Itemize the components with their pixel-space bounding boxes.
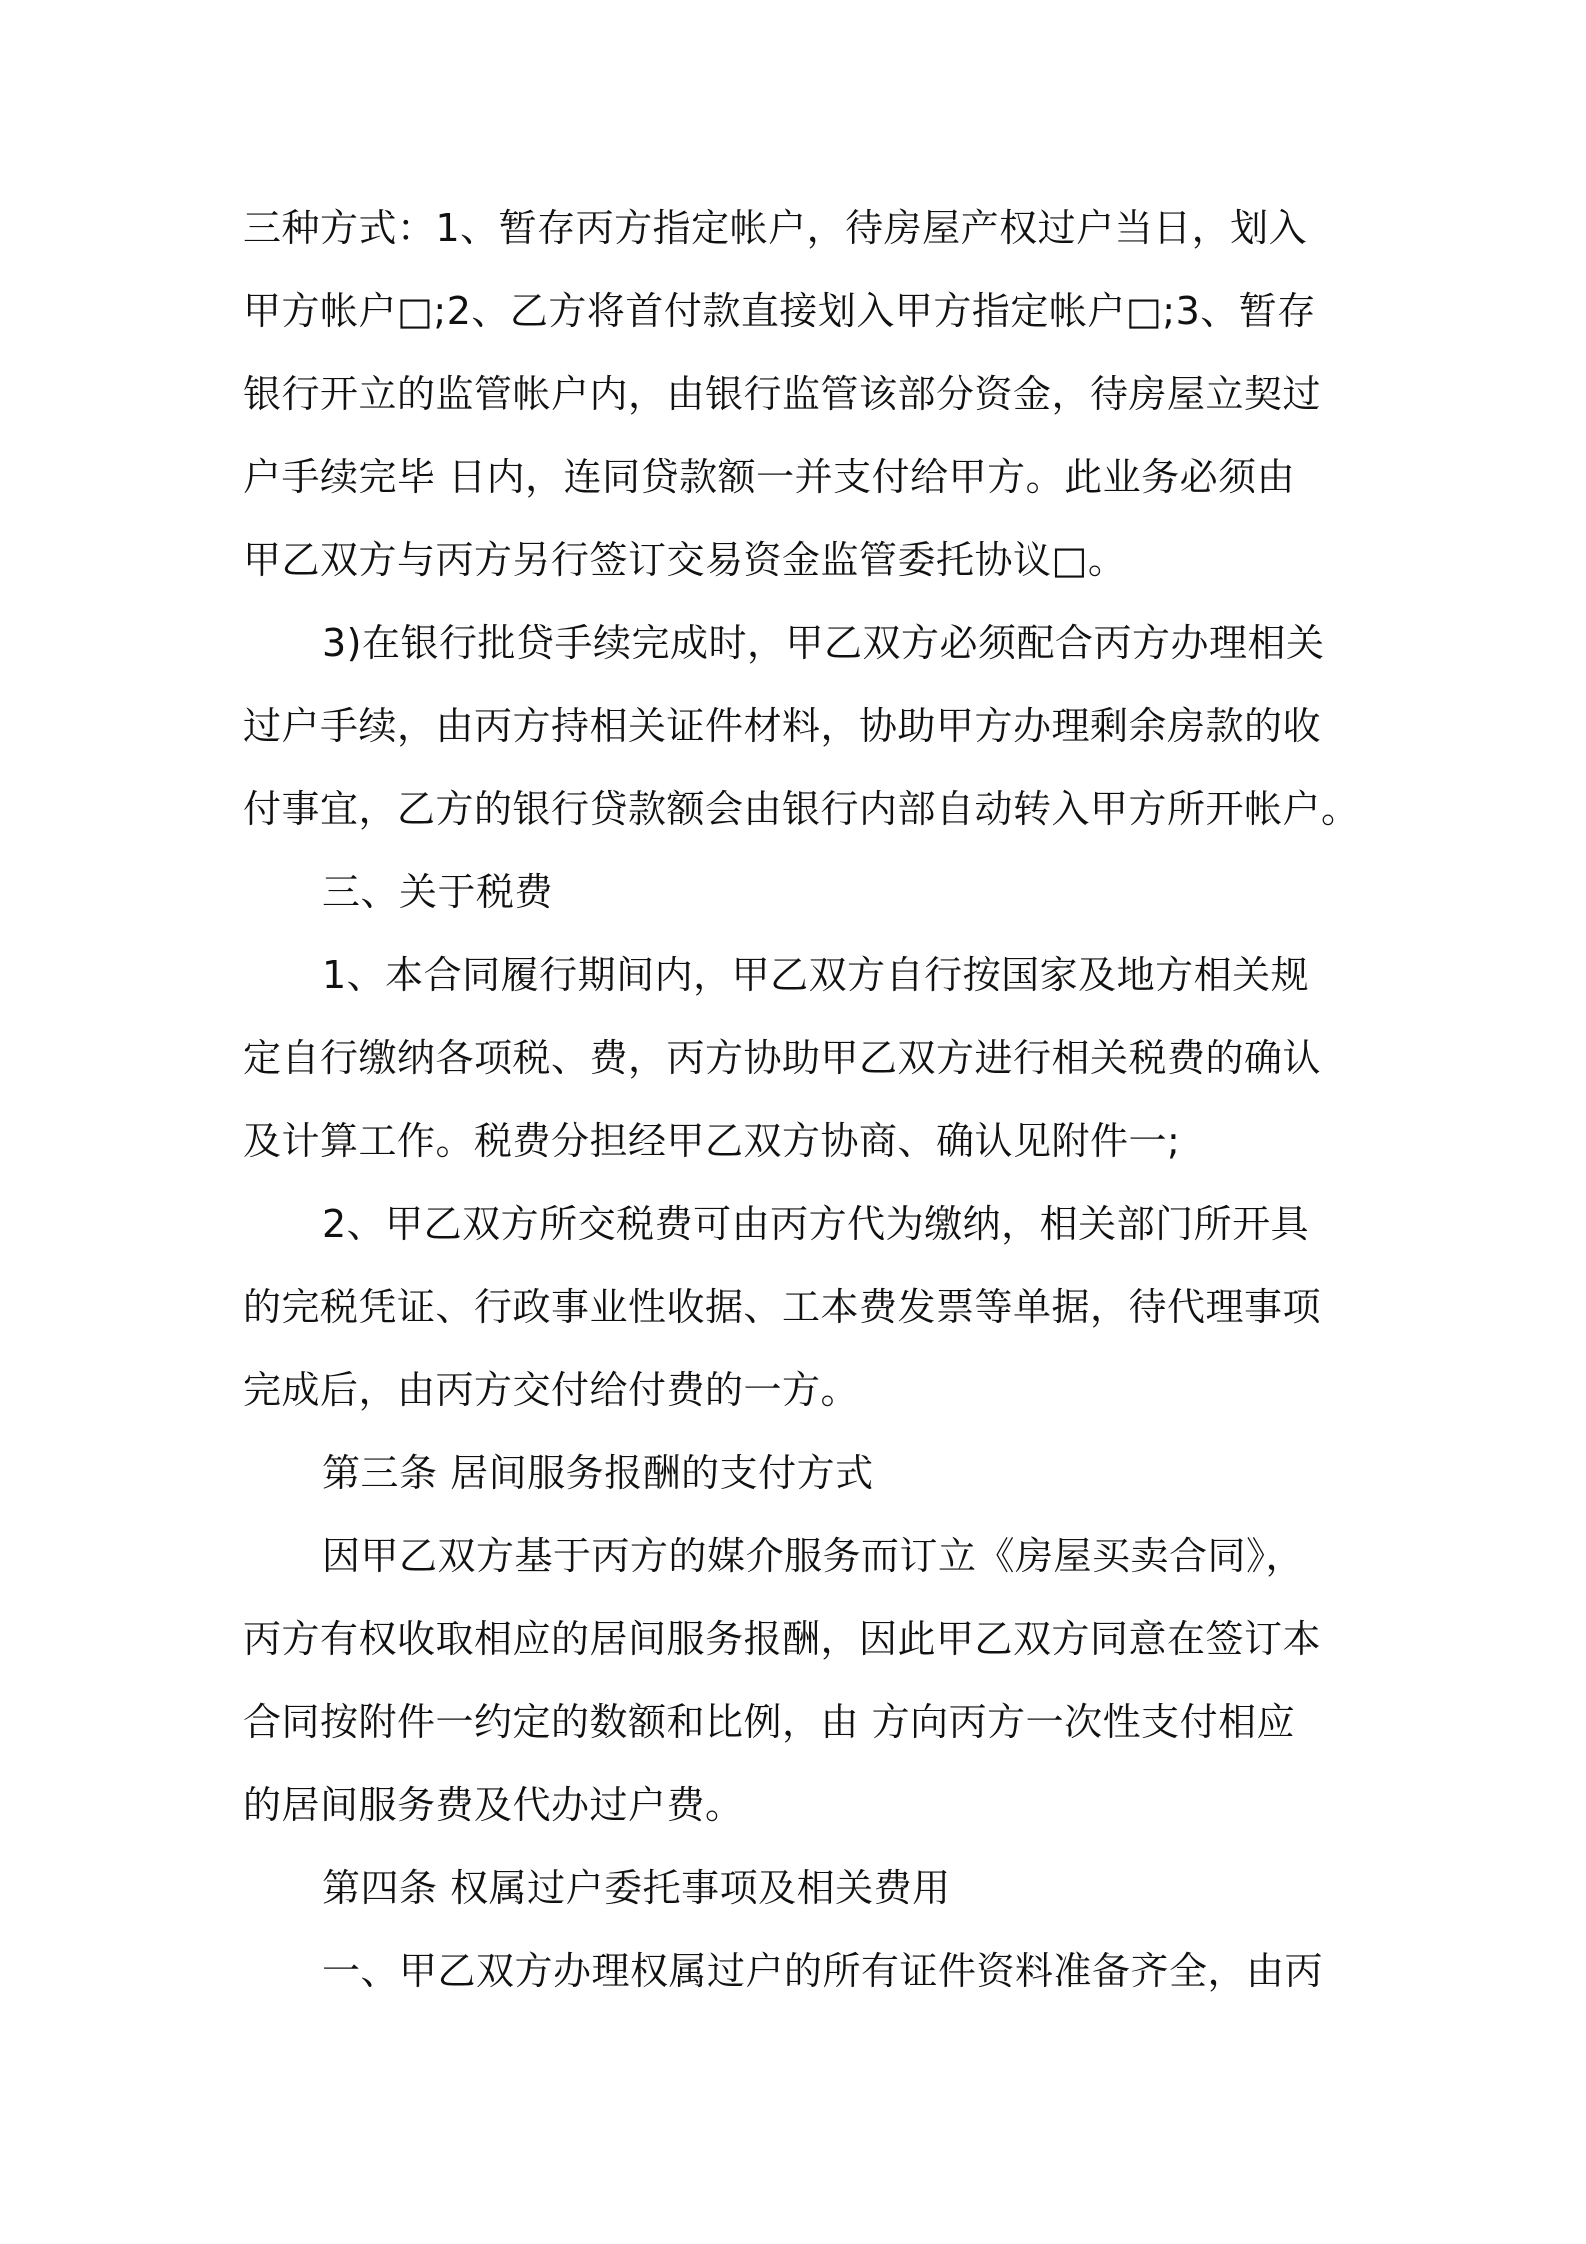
paragraph-line: 银行开立的监管帐户内，由银行监管该部分资金，待房屋立契过	[243, 372, 1322, 416]
paragraph-line: 付事宜，乙方的银行贷款额会由银行内部自动转入甲方所开帐户。	[243, 787, 1360, 831]
paragraph-line: 3)在银行批贷手续完成时，甲乙双方必须配合丙方办理相关	[322, 621, 1325, 665]
paragraph-line: 甲乙双方与丙方另行签订交易资金监管委托协议□。	[243, 538, 1127, 582]
paragraph-line: 定自行缴纳各项税、费，丙方协助甲乙双方进行相关税费的确认	[243, 1036, 1322, 1080]
paragraph-line: 甲方帐户□;2、乙方将首付款直接划入甲方指定帐户□;3、暂存	[243, 289, 1316, 333]
paragraph-line: 三种方式：1、暂存丙方指定帐户，待房屋产权过户当日，划入	[243, 206, 1308, 250]
paragraph-line: 的居间服务费及代办过户费。	[243, 1783, 744, 1827]
paragraph-line: 及计算工作。税费分担经甲乙双方协商、确认见附件一;	[243, 1119, 1181, 1163]
paragraph-line: 一、甲乙双方办理权属过户的所有证件资料准备齐全，由丙	[322, 1949, 1324, 1993]
paragraph-line: 合同按附件一约定的数额和比例，由 方向丙方一次性支付相应	[243, 1700, 1296, 1744]
article-heading: 第三条 居间服务报酬的支付方式	[322, 1451, 874, 1495]
section-heading: 三、关于税费	[322, 870, 554, 914]
paragraph-line: 户手续完毕 日内，连同贷款额一并支付给甲方。此业务必须由	[243, 455, 1296, 499]
paragraph-line: 因甲乙双方基于丙方的媒介服务而订立《房屋买卖合同》，	[322, 1534, 1305, 1578]
paragraph-line: 1、本合同履行期间内，甲乙双方自行按国家及地方相关规	[322, 953, 1310, 997]
paragraph-line: 2、甲乙双方所交税费可由丙方代为缴纳，相关部门所开具	[322, 1202, 1310, 1246]
paragraph-line: 丙方有权收取相应的居间服务报酬，因此甲乙双方同意在签订本	[243, 1617, 1322, 1661]
article-heading: 第四条 权属过户委托事项及相关费用	[322, 1866, 951, 1910]
paragraph-line: 过户手续，由丙方持相关证件材料，协助甲方办理剩余房款的收	[243, 704, 1322, 748]
paragraph-line: 的完税凭证、行政事业性收据、工本费发票等单据，待代理事项	[243, 1285, 1322, 1329]
paragraph-line: 完成后，由丙方交付给付费的一方。	[243, 1368, 860, 1412]
